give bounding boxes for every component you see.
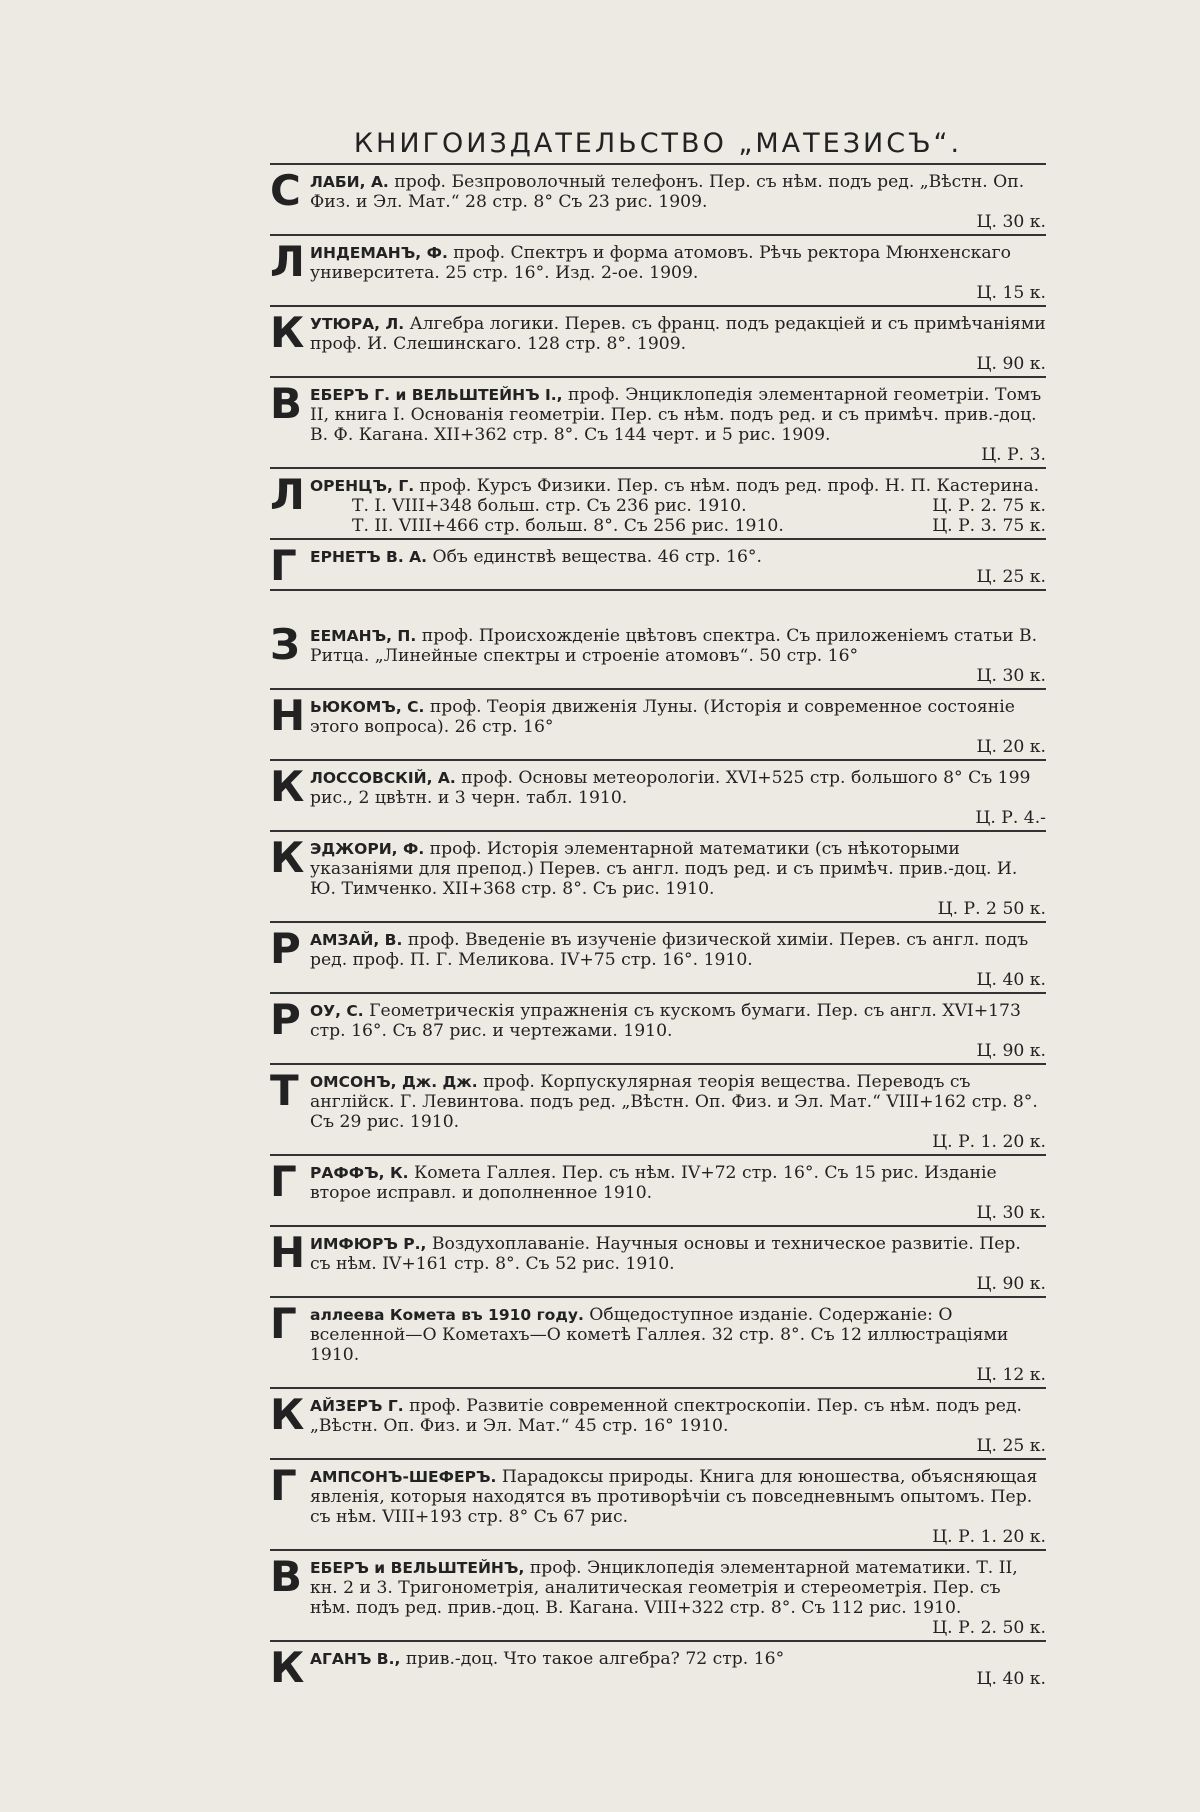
drop-initial: З <box>270 620 300 669</box>
entry-price: Ц. Р. 2. 50 к. <box>932 1618 1046 1638</box>
entry-description: проф. Исторія элементарной математики (съ нѣкоторыми указаніями для препод.) Перев. съ англ. подъ ред. и съ примѣч. прив.-доц. И. Ю. Тимченко. XII+368 стр. 8°. Съ рис. 1910. <box>310 839 1018 899</box>
entry-description: Общедоступное изданіе. Содержаніе: О вселенной—О Кометахъ—О кометѣ Галлея. 32 стр. 8°. Съ 12 иллюстраціями 1910. <box>310 1305 1009 1365</box>
entry-price: Ц. Р. 1. 20 к. <box>932 1132 1046 1152</box>
page-title: КНИГОИЗДАТЕЛЬСТВО „МАТЕЗИСЪ“. <box>270 128 1046 165</box>
catalog-entry <box>270 1298 1046 1389</box>
entry-price: Ц. 40 к. <box>976 1669 1046 1689</box>
entry-author: ЭДЖОРИ, Ф. <box>310 840 425 858</box>
entry-description: проф. Введеніе въ изученіе физической химіи. Перев. съ англ. подъ ред. проф. П. Г. Меликова. IV+75 стр. 16°. 1910. <box>310 930 1029 970</box>
entry-price: Ц. 25 к. <box>976 567 1046 587</box>
catalog-entry <box>270 761 1046 832</box>
entry-price: Ц. 30 к. <box>976 212 1046 232</box>
drop-initial: С <box>270 166 301 215</box>
entry-author: ЛАБИ, А. <box>310 173 389 191</box>
entry-description: проф. Энциклопедія элементарной математики. Т. II, кн. 2 и 3. Тригонометрія, аналитическая геометрія и стереометрія. Пер. съ нѣм. подъ ред. прив.-доц. В. Кагана. VIII+322 стр. 8°. Съ 112 рис. 1910. <box>310 1558 1018 1618</box>
entry-description: прив.-доц. Что такое алгебра? 72 стр. 16° <box>400 1649 785 1669</box>
drop-initial: К <box>270 308 305 357</box>
entry-volume: Т. II. VIII+466 стр. больш. 8°. Съ 256 рис. 1910. <box>352 516 784 536</box>
drop-initial: К <box>270 833 305 882</box>
entry-price: Ц. Р. 1. 20 к. <box>932 1527 1046 1547</box>
entry-price: Ц. 90 к. <box>976 1041 1046 1061</box>
catalog-entry <box>270 236 1046 307</box>
catalog-entry <box>270 619 1046 690</box>
entry-author: ОУ, С. <box>310 1002 364 1020</box>
entry-author: ЛОССОВСКІЙ, А. <box>310 769 456 787</box>
drop-initial: К <box>270 1643 305 1692</box>
entry-price: Ц. 15 к. <box>976 283 1046 303</box>
entry-author: ЕРНЕТЪ В. А. <box>310 548 428 566</box>
catalog-entry <box>270 923 1046 994</box>
catalog-entry <box>270 1551 1046 1642</box>
entry-price: Ц. 90 к. <box>976 354 1046 374</box>
entry-author: ЬЮКОМЪ, С. <box>310 698 425 716</box>
catalog-entry <box>270 1642 1046 1691</box>
entry-price: Ц. Р. 2. 75 к. <box>932 496 1046 516</box>
entry-price: Ц. 12 к. <box>976 1365 1046 1385</box>
entry-description: проф. Развитіе современной спектроскопіи. Пер. съ нѣм. подъ ред. „Вѣстн. Оп. Физ. и Эл. Мат.“ 45 стр. 16° 1910. <box>310 1396 1022 1436</box>
catalog-entry <box>270 1460 1046 1551</box>
drop-initial: Р <box>270 924 301 973</box>
drop-initial: Г <box>270 541 297 590</box>
drop-initial: Л <box>270 470 305 519</box>
entry-description: Парадоксы природы. Книга для юношества, объясняющая явленія, которыя находятся въ противорѣчіи съ повседневнымъ опытомъ. Пер. съ нѣм. VIII+193 стр. 8° Съ 67 рис. <box>310 1467 1038 1527</box>
drop-initial: Г <box>270 1461 297 1510</box>
drop-initial: Г <box>270 1299 297 1348</box>
drop-initial: Р <box>270 995 301 1044</box>
entry-author: ЕБЕРЪ и ВЕЛЬШТЕЙНЪ, <box>310 1559 525 1577</box>
entry-price: Ц. 30 к. <box>976 1203 1046 1223</box>
entry-description: проф. Энциклопедія элементарной геометріи. Томъ II, книга I. Основанія геометріи. Пер. съ нѣм. подъ ред. и съ примѣч. прив.-доц. В. Ф. Кагана. XII+362 стр. 8°. Съ 144 черт. и 5 рис. 1909. <box>310 385 1042 445</box>
entry-author: УТЮРА, Л. <box>310 315 405 333</box>
catalog-entry <box>270 994 1046 1065</box>
entry-author: аллеева Комета въ 1910 году. <box>310 1306 584 1324</box>
drop-initial: В <box>270 1552 303 1601</box>
entry-price: Ц. Р. 2 50 к. <box>937 899 1046 919</box>
entry-description: Алгебра логики. Перев. съ франц. подъ редакціей и съ примѣчаніями проф. И. Слешинскаго. 128 стр. 8°. 1909. <box>310 314 1046 354</box>
entry-price: Ц. Р. 4.- <box>975 808 1046 828</box>
catalog-page <box>270 0 1046 1691</box>
entry-author: РАФФЪ, К. <box>310 1164 409 1182</box>
entry-price: Ц. 20 к. <box>976 737 1046 757</box>
entry-description: проф. Корпускулярная теорія вещества. Переводъ съ англійск. Г. Левинтова. подъ ред. „Вѣстн. Оп. Физ. и Эл. Мат.“ VIII+162 стр. 8°. Съ 29 рис. 1910. <box>310 1072 1038 1132</box>
entry-description: проф. Курсъ Физики. Пер. съ нѣм. подъ ред. проф. Н. П. Кастерина. <box>414 476 1040 496</box>
entry-author: АМЗАЙ, В. <box>310 931 403 949</box>
catalog-entry <box>270 690 1046 761</box>
entry-price: Ц. 25 к. <box>976 1436 1046 1456</box>
catalog-entry <box>270 469 1046 540</box>
catalog-entry <box>270 1156 1046 1227</box>
catalog-entry <box>270 1227 1046 1298</box>
drop-initial: Т <box>270 1066 299 1115</box>
entry-author: ИНДЕМАНЪ, Ф. <box>310 244 448 262</box>
catalog-entry <box>270 378 1046 469</box>
entry-author: ОМСОНЪ, Дж. Дж. <box>310 1073 478 1091</box>
catalog-entry <box>270 165 1046 236</box>
entry-description: Комета Галлея. Пер. съ нѣм. IV+72 стр. 16°. Съ 15 рис. Изданіе второе исправл. и дополненное 1910. <box>310 1163 997 1203</box>
entry-description: проф. Теорія движенія Луны. (Исторія и современное состояніе этого вопроса). 26 стр. 16° <box>310 697 1015 737</box>
drop-initial: К <box>270 762 305 811</box>
entry-author: АМПСОНЪ-ШЕФЕРЪ. <box>310 1468 497 1486</box>
entry-price: Ц. 40 к. <box>976 970 1046 990</box>
entry-author: АЙЗЕРЪ Г. <box>310 1397 404 1415</box>
catalog-entry <box>270 832 1046 923</box>
entry-description: проф. Происхожденіе цвѣтовъ спектра. Съ приложеніемъ статьи В. Ритца. „Линейные спектры и строеніе атомовъ“. 50 стр. 16° <box>310 626 1038 666</box>
entry-description: Воздухоплаваніе. Научныя основы и техническое развитіе. Пер. съ нѣм. IV+161 стр. 8°. Съ 52 рис. 1910. <box>310 1234 1021 1274</box>
drop-initial: Н <box>270 691 306 740</box>
catalog-entry <box>270 540 1046 591</box>
entry-author: ОРЕНЦЪ, Г. <box>310 477 415 495</box>
catalog-entry <box>270 1065 1046 1156</box>
catalog-entries <box>270 165 1046 1691</box>
drop-initial: Г <box>270 1157 297 1206</box>
drop-initial: Н <box>270 1228 306 1277</box>
drop-initial: К <box>270 1390 305 1439</box>
entry-price: Ц. 30 к. <box>976 666 1046 686</box>
entry-description: Геометрическія упражненія съ кускомъ бумаги. Пер. съ англ. XVI+173 стр. 16°. Съ 87 рис. и чертежами. 1910. <box>310 1001 1021 1041</box>
entry-author: ИМФЮРЪ Р., <box>310 1235 427 1253</box>
catalog-entry <box>270 307 1046 378</box>
entry-author: ЕЕМАНЪ, П. <box>310 627 417 645</box>
entry-price: Ц. Р. 3. <box>981 445 1046 465</box>
entry-description: проф. Основы метеорологіи. XVI+525 стр. большого 8° Съ 199 рис., 2 цвѣтн. и 3 черн. табл. 1910. <box>310 768 1031 808</box>
entry-description: проф. Безпроволочный телефонъ. Пер. съ нѣм. подъ ред. „Вѣстн. Оп. Физ. и Эл. Мат.“ 28 стр. 8° Съ 23 рис. 1909. <box>310 172 1025 212</box>
entry-author: АГАНЪ В., <box>310 1650 401 1668</box>
entry-description: Объ единствѣ вещества. 46 стр. 16°. <box>427 547 762 567</box>
catalog-entry <box>270 1389 1046 1460</box>
entry-price: Ц. 90 к. <box>976 1274 1046 1294</box>
drop-initial: Л <box>270 237 305 286</box>
entry-price: Ц. Р. 3. 75 к. <box>932 516 1046 536</box>
drop-initial: В <box>270 379 303 428</box>
entry-description: проф. Спектръ и форма атомовъ. Рѣчь ректора Мюнхенскаго университета. 25 стр. 16°. Изд. 2-ое. 1909. <box>310 243 1011 283</box>
entry-author: ЕБЕРЪ Г. и ВЕЛЬШТЕЙНЪ І., <box>310 386 563 404</box>
entry-volume: Т. I. VIII+348 больш. стр. Съ 236 рис. 1910. <box>352 496 747 516</box>
